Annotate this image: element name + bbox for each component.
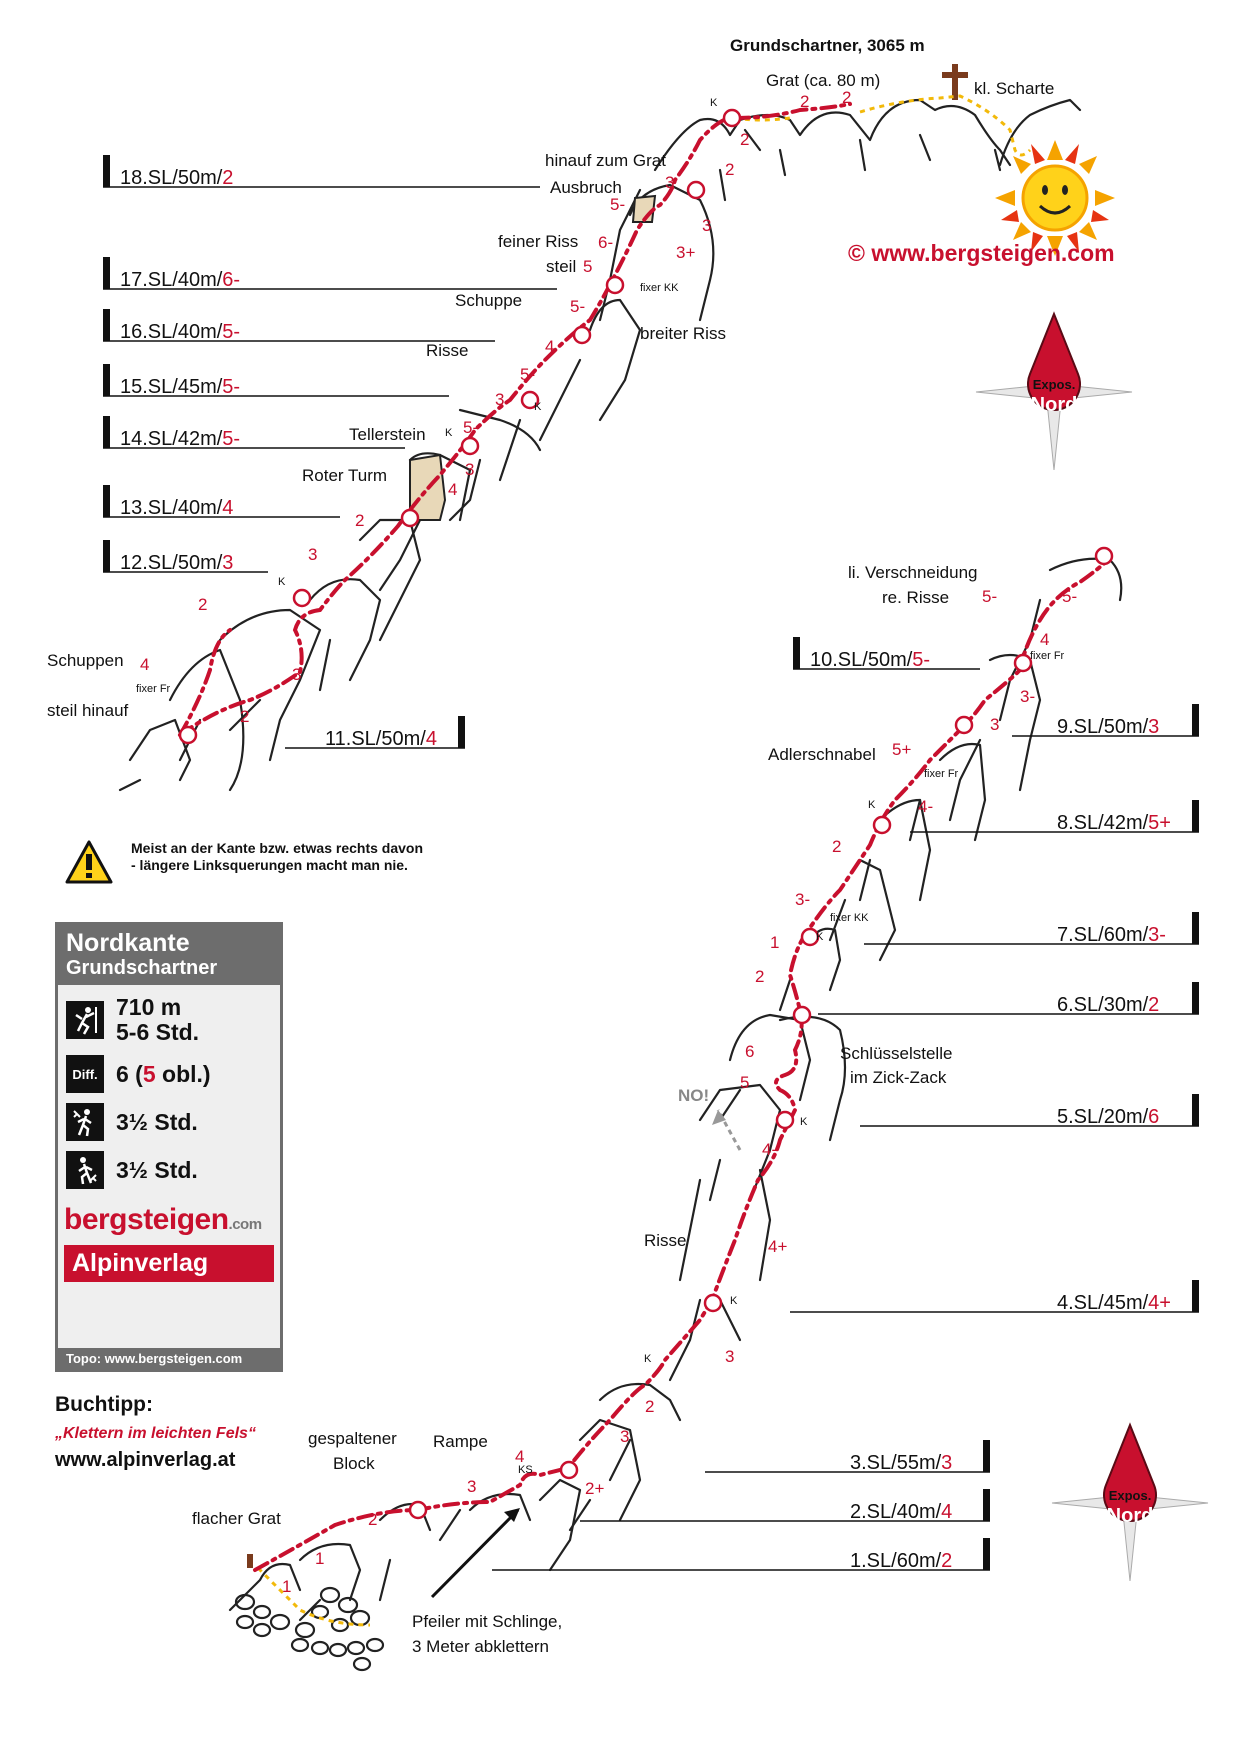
label-flacher-grat: flacher Grat <box>192 1509 281 1528</box>
label-breiter-riss: breiter Riss <box>640 324 726 343</box>
pitch-15: 15.SL/45m/5- <box>120 376 241 398</box>
route-grade: 4 <box>545 337 555 356</box>
pitch-13: 13.SL/40m/4 <box>120 497 234 519</box>
label-feiner-riss: feiner Riss <box>498 232 579 251</box>
pitch-bar-marker <box>1192 912 1199 944</box>
alpinverlag-logo: Alpinverlag <box>64 1245 274 1282</box>
start-marker-icon <box>247 1554 253 1568</box>
warning-icon <box>65 840 113 884</box>
pitch-bar-marker <box>103 309 110 341</box>
pitch-bar-marker <box>103 485 110 517</box>
label-fixer-kk: fixer KK <box>830 912 869 924</box>
route-grade: 5+ <box>892 740 912 759</box>
book-tip <box>55 1393 256 1472</box>
route-grade: 4+ <box>768 1237 788 1256</box>
pitch-1: 1.SL/60m/2 <box>850 1550 953 1572</box>
compass-upper-line1: Expos. <box>1032 377 1076 392</box>
route-grade: 4 <box>140 655 150 674</box>
height-time-row <box>66 995 280 1045</box>
climber-icon <box>66 1001 104 1039</box>
label-tellerstein: Tellerstein <box>349 425 426 444</box>
pfeiler-arrow-icon <box>432 1510 518 1597</box>
pitch-bar-marker <box>103 416 110 448</box>
difficulty-obligatory-suffix: obl.) <box>155 1060 211 1087</box>
pitch-bar-marker <box>1192 800 1199 832</box>
difficulty-row <box>66 1055 280 1093</box>
pitch-bar-marker <box>1192 1094 1199 1126</box>
warning-text: Meist an der Kante bzw. etwas rechts davon - längere Linksquerungen macht man nie. <box>131 840 424 873</box>
route-grade: 3 <box>467 1477 477 1496</box>
pitch-bar-marker <box>1192 1280 1199 1312</box>
belay <box>561 1462 577 1478</box>
route-grade: 3+ <box>676 243 696 262</box>
compass-lower-icon <box>1052 1425 1208 1581</box>
topo-footer: Topo: www.bergsteigen.com <box>58 1348 280 1369</box>
pitch-bar-marker <box>103 364 110 396</box>
belay <box>402 510 418 526</box>
label-rampe: Rampe <box>433 1432 488 1451</box>
pitch-bar-marker <box>793 637 800 669</box>
pitch-bar-marker <box>1192 982 1199 1014</box>
approach-row <box>66 1103 280 1141</box>
descent-time: 3½ Std. <box>116 1156 198 1183</box>
label-k: K <box>730 1295 738 1307</box>
route-grade: 5- <box>982 587 998 606</box>
route-info-box <box>55 922 283 1372</box>
label-k: K <box>278 576 286 588</box>
route-grade: 2 <box>240 707 250 726</box>
belay <box>777 1112 793 1128</box>
label-li-verschneidung: li. Verschneidung <box>848 563 978 582</box>
compass-lower-line2: Nord <box>1106 1505 1154 1527</box>
pitch-bar-marker <box>983 1538 990 1570</box>
route-grade: 5 <box>740 1073 750 1092</box>
belay <box>574 327 590 343</box>
route-grade: 4 <box>1040 630 1050 649</box>
pitch-12: 12.SL/50m/3 <box>120 552 234 574</box>
route-grade: 2 <box>832 837 842 856</box>
pitch-17: 17.SL/40m/6- <box>120 269 241 291</box>
book-tip-url[interactable]: www.alpinverlag.at <box>55 1449 236 1471</box>
summit-traverse-path <box>735 96 1030 155</box>
belay <box>956 717 972 733</box>
label-re-risse: re. Risse <box>882 588 950 607</box>
pitch-10: 10.SL/50m/5- <box>810 649 931 671</box>
pitch-16: 16.SL/40m/5- <box>120 321 241 343</box>
route-grade: 4- <box>918 797 934 816</box>
label-pfeiler-2: 3 Meter abklettern <box>412 1637 550 1656</box>
pitch-bar-marker <box>103 257 110 289</box>
route-grade: 5- <box>570 297 586 316</box>
route-grade: 2 <box>740 130 750 149</box>
pitch-5: 5.SL/20m/6 <box>1057 1106 1160 1128</box>
route-grade: 2 <box>755 967 765 986</box>
route-grade: 3 <box>702 216 712 235</box>
route-grade: 3 <box>725 1347 735 1366</box>
book-tip-name: „Klettern im leichten Fels“ <box>55 1425 256 1442</box>
label-fixer-fr: fixer Fr <box>924 768 959 780</box>
belay <box>874 817 890 833</box>
pitch-18: 18.SL/50m/2 <box>120 167 234 189</box>
label-hinauf-zum-grat: hinauf zum Grat <box>545 151 666 170</box>
label-k: K <box>800 1116 808 1128</box>
belay <box>724 110 740 126</box>
belay <box>462 438 478 454</box>
info-header <box>58 925 280 985</box>
route-grade: 6 <box>745 1042 755 1061</box>
label-k: K <box>816 931 824 943</box>
pitch-8: 8.SL/42m/5+ <box>1057 812 1171 834</box>
label-risse-lower: Risse <box>644 1231 687 1250</box>
copyright-text[interactable]: © www.bergsteigen.com <box>848 240 1115 266</box>
label-schuppen: Schuppen <box>47 651 124 670</box>
route-grade: 4- <box>762 1140 778 1159</box>
label-risse-upper: Risse <box>426 341 469 360</box>
route-grade: 2 <box>368 1510 378 1529</box>
route-grade: 5- <box>610 195 626 214</box>
belay <box>607 277 623 293</box>
summit-name: Grundschartner, 3065 m <box>730 36 925 55</box>
pitch-bar-marker <box>983 1489 990 1521</box>
pitch-bar-marker <box>1192 704 1199 736</box>
belay <box>705 1295 721 1311</box>
route-grade: 3- <box>1020 687 1036 706</box>
route-title: Nordkante <box>66 929 190 957</box>
route-grade: 6- <box>598 233 614 252</box>
label-schluesselstelle: Schlüsselstelle <box>840 1044 953 1063</box>
route-time: 5-6 Std. <box>116 1019 200 1045</box>
route-grade: 3 <box>665 173 675 192</box>
warning-note <box>65 840 431 884</box>
pitch-9: 9.SL/50m/3 <box>1057 716 1160 738</box>
label-im-zick-zack: im Zick-Zack <box>850 1068 947 1087</box>
pitch-bar-marker <box>983 1440 990 1472</box>
difficulty-icon: Diff. <box>66 1055 104 1093</box>
route-grade: 2 <box>842 88 852 107</box>
pitch-4: 4.SL/45m/4+ <box>1057 1292 1171 1314</box>
belay <box>1015 655 1031 671</box>
sun-logo-icon <box>995 140 1115 256</box>
route-grade: 3 <box>308 545 318 564</box>
route-grade: 3 <box>292 665 302 684</box>
belays <box>180 110 1112 1518</box>
pitch-bar-marker <box>458 716 465 748</box>
route-grade: 3- <box>795 890 811 909</box>
route-grade: 2 <box>198 595 208 614</box>
approach-time: 3½ Std. <box>116 1108 198 1135</box>
label-fixer-fr: fixer Fr <box>1030 650 1065 662</box>
route-grade: 2 <box>725 160 735 179</box>
label-pfeiler-1: Pfeiler mit Schlinge, <box>412 1612 563 1631</box>
compass-upper-line2: Nord <box>1030 394 1078 416</box>
label-gespaltener: gespaltener <box>308 1429 397 1448</box>
belay <box>688 182 704 198</box>
difficulty-obligatory: 5 <box>142 1060 156 1087</box>
label-steil: steil <box>546 257 577 276</box>
bergsteigen-logo: bergsteigen.com <box>64 1203 262 1236</box>
label-k: K <box>534 401 542 413</box>
label-no: NO! <box>678 1086 710 1105</box>
belay <box>180 727 196 743</box>
route-grade: 1 <box>282 1577 292 1596</box>
pitch-7: 7.SL/60m/3- <box>1057 924 1166 946</box>
hiker-ascent-icon <box>66 1103 104 1141</box>
belay <box>410 1502 426 1518</box>
summit-cross-icon <box>942 64 968 100</box>
route-height: 710 m <box>116 994 182 1020</box>
pitch-bar-marker <box>103 540 110 572</box>
route-grade: 5- <box>1062 587 1078 606</box>
label-fixer-fr: fixer Fr <box>136 683 171 695</box>
route-grade: 4 <box>515 1447 525 1466</box>
route-grade: 5- <box>463 418 479 437</box>
route-grade: 3 <box>620 1427 630 1446</box>
pitch-bar-marker <box>103 155 110 187</box>
pitch-3: 3.SL/55m/3 <box>850 1452 953 1474</box>
route-grade: 1 <box>315 1549 325 1568</box>
label-k: K <box>445 427 453 439</box>
descent-row <box>66 1151 280 1189</box>
difficulty-value: 6 ( <box>116 1060 143 1087</box>
label-k: K <box>710 97 718 109</box>
label-block: Block <box>333 1454 375 1473</box>
ridge-label: Grat (ca. 80 m) <box>766 71 881 90</box>
route-grade: 5 <box>583 257 593 276</box>
label-adlerschnabel: Adlerschnabel <box>768 745 876 764</box>
label-k: K <box>644 1353 652 1365</box>
belay <box>1096 548 1112 564</box>
label-roter-turm: Roter Turm <box>302 466 388 485</box>
hiker-descent-icon <box>66 1151 104 1189</box>
pitch-11: 11.SL/50m/4 <box>325 728 437 750</box>
notch-label: kl. Scharte <box>974 79 1055 98</box>
route-grade: 3 <box>465 460 475 479</box>
label-fixer-kk: fixer KK <box>640 282 679 294</box>
label-steil-hinauf: steil hinauf <box>47 701 129 720</box>
pitch-6: 6.SL/30m/2 <box>1057 994 1160 1016</box>
route-grade: 1 <box>770 933 780 952</box>
boulders <box>236 1588 383 1670</box>
pitch-2: 2.SL/40m/4 <box>850 1501 953 1523</box>
route-grade: 2 <box>800 92 810 111</box>
label-ks: KS <box>518 1464 533 1476</box>
compass-lower-line1: Expos. <box>1108 1488 1152 1503</box>
compass-upper-icon <box>976 314 1132 470</box>
route-grade: 2 <box>355 511 365 530</box>
route-grade: 2+ <box>585 1479 605 1498</box>
belay <box>294 590 310 606</box>
route-grade: 5- <box>520 365 536 384</box>
label-schuppe: Schuppe <box>455 291 523 310</box>
route-grade: 3 <box>990 715 1000 734</box>
route-grade: 3 <box>495 390 505 409</box>
book-tip-title: Buchtipp: <box>55 1393 153 1416</box>
route-grade: 2 <box>645 1397 655 1416</box>
label-ausbruch: Ausbruch <box>550 178 622 197</box>
belay <box>794 1007 810 1023</box>
label-k: K <box>868 799 876 811</box>
route-subtitle: Grundschartner <box>66 957 218 979</box>
pitch-14: 14.SL/42m/5- <box>120 428 241 450</box>
route-grade: 4 <box>448 480 458 499</box>
